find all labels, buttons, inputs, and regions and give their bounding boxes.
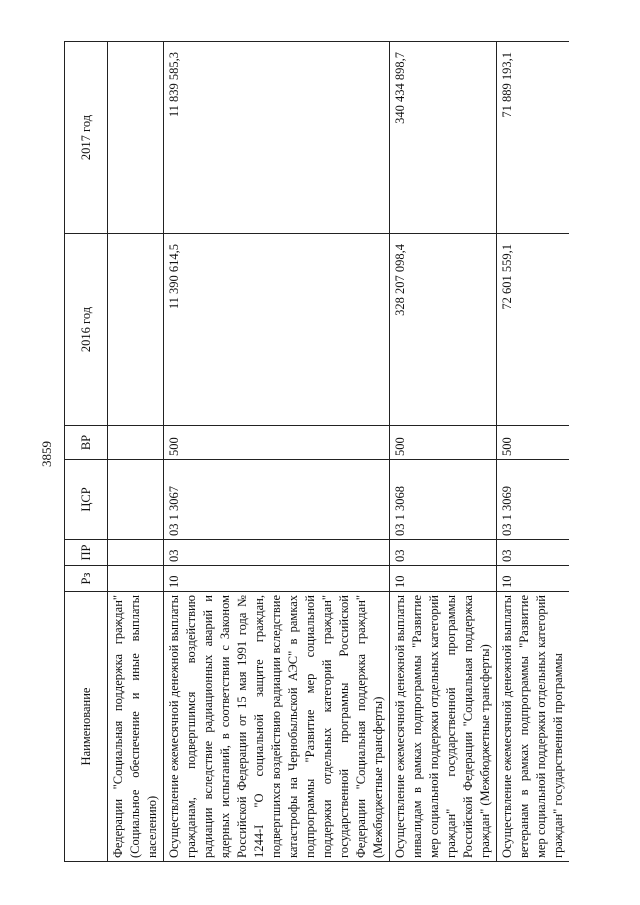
row-vr: 500	[164, 426, 390, 460]
row-2016: 72 601 559,1	[497, 234, 570, 426]
table-row	[497, 42, 570, 862]
table-row	[390, 42, 497, 862]
header-2017: 2017 год	[65, 42, 108, 234]
row-name: Федерации "Социальная поддержка граждан" (Социальное обеспечение и иные выплаты населению)	[108, 592, 164, 862]
header-name: Наименование	[65, 592, 108, 862]
row-2016: 328 207 098,4	[390, 234, 497, 426]
page-number: 3859	[39, 441, 54, 467]
row-name: Осуществление ежемесячной денежной выплаты ветеранам в рамках подпрограммы "Развитие мер социальной поддержки отдельных категорий граждан" государственной программы	[497, 592, 570, 862]
budget-table	[64, 41, 569, 862]
table-header-row	[65, 42, 108, 862]
table-row	[108, 42, 164, 862]
row-pr	[108, 540, 164, 566]
row-csr: 03 1 3068	[390, 460, 497, 540]
row-name: Осуществление ежемесячной денежной выплаты инвалидам в рамках подпрограммы "Развитие мер социальной поддержки отдельных категорий граждан" государственной программы Российской Федерации "Социальная поддержка граждан" (Межбюджетные трансферты)	[390, 592, 497, 862]
row-pr: 03	[164, 540, 390, 566]
row-csr: 03 1 3069	[497, 460, 570, 540]
header-rz: Рз	[65, 566, 108, 592]
header-pr: ПР	[65, 540, 108, 566]
row-pr: 03	[390, 540, 497, 566]
row-csr	[108, 460, 164, 540]
row-name: Осуществление ежемесячной денежной выплаты гражданам, подвергшимся воздействию радиации вследствие радиационных аварий и ядерных испытаний, в соответствии с Законом Российской Федерации от 15 мая 1991 года № 1244-I "О социальной защите граждан, подвергшихся воздействию радиации вследствие катастрофы на Чернобыльской АЭС" в рамках подпрограммы "Развитие мер социальной поддержки отдельных категорий граждан" государственной программы Российской Федерации "Социальная поддержка граждан" (Межбюджетные трансферты)	[164, 592, 390, 862]
row-rz: 10	[497, 566, 570, 592]
header-2016: 2016 год	[65, 234, 108, 426]
row-csr: 03 1 3067	[164, 460, 390, 540]
row-2017: 71 889 193,1	[497, 42, 570, 234]
header-csr: ЦСР	[65, 460, 108, 540]
row-rz	[108, 566, 164, 592]
row-rz: 10	[164, 566, 390, 592]
row-2016	[108, 234, 164, 426]
row-vr: 500	[497, 426, 570, 460]
row-rz: 10	[390, 566, 497, 592]
table-row	[164, 42, 390, 862]
row-2016: 11 390 614,5	[164, 234, 390, 426]
row-2017	[108, 42, 164, 234]
row-vr: 500	[390, 426, 497, 460]
row-vr	[108, 426, 164, 460]
row-2017: 11 839 585,3	[164, 42, 390, 234]
row-pr: 03	[497, 540, 570, 566]
row-2017: 340 434 898,7	[390, 42, 497, 234]
rotated-page	[64, 42, 624, 862]
header-vr: ВР	[65, 426, 108, 460]
